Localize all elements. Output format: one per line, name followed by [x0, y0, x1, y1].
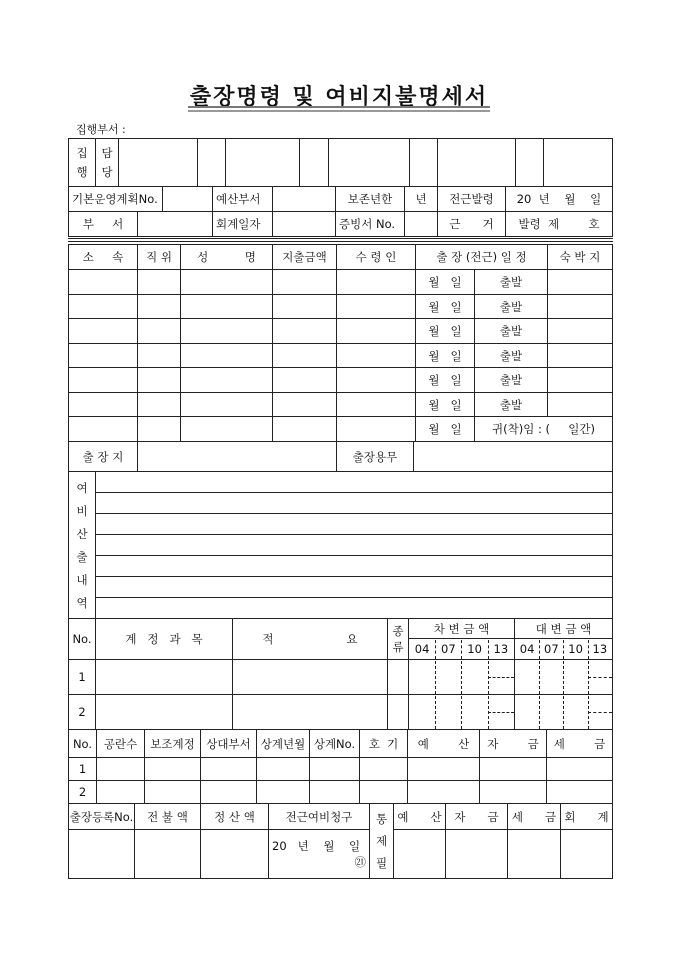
digit-separator: [488, 640, 489, 659]
digit-separator: [539, 696, 540, 729]
label: 전근발령: [437, 186, 506, 212]
trip-place-input[interactable]: [137, 441, 337, 472]
staff-input[interactable]: [68, 392, 138, 417]
bottom-header: 자 금: [445, 803, 508, 830]
label: 년: [404, 186, 438, 212]
input-cell[interactable]: [162, 186, 213, 212]
staff-input[interactable]: [68, 343, 138, 368]
bottom-header: 전 불 액: [134, 803, 201, 830]
schedule-month-day: 월 일: [415, 367, 475, 393]
sub-header: 상대부서: [200, 729, 257, 758]
bottom-header: 출장등록No.: [68, 803, 135, 830]
staff-input[interactable]: [180, 318, 273, 344]
acct-subject-header: 계 정 과 목: [95, 618, 233, 660]
char: 내: [76, 572, 88, 587]
label: 회계일자: [212, 211, 273, 237]
sub-input[interactable]: [96, 780, 145, 804]
sub-input[interactable]: [359, 780, 408, 804]
double-rule: [68, 238, 613, 239]
char: 산: [76, 526, 88, 541]
staff-input[interactable]: [180, 343, 273, 368]
digit-separator: [435, 696, 436, 729]
acct-summary-input[interactable]: [232, 659, 388, 695]
sub-input[interactable]: [309, 780, 360, 804]
cent-separator: [588, 677, 613, 678]
trip-place-label: 출 장 지: [68, 441, 138, 472]
schedule-month-day: 월 일: [415, 343, 475, 368]
input-cell[interactable]: [272, 211, 336, 237]
reg-no-input[interactable]: [68, 829, 135, 879]
digit-label: 04: [414, 642, 430, 656]
lodging-input[interactable]: [547, 318, 613, 344]
title-underline: [188, 106, 490, 112]
signature-box[interactable]: [225, 138, 300, 187]
cent-separator: [588, 712, 613, 713]
digit-separator: [588, 696, 589, 729]
digit-label: 10: [568, 642, 583, 656]
sub-input[interactable]: [479, 780, 547, 804]
expense-line[interactable]: [95, 555, 613, 577]
label: 증빙서 No.: [335, 211, 405, 237]
digit-separator: [435, 640, 436, 659]
digit-separator: [539, 640, 540, 659]
staff-input[interactable]: [272, 318, 337, 344]
bottom-input[interactable]: [393, 829, 446, 879]
acct-summary-input[interactable]: [232, 694, 388, 730]
expense-calc-label: [68, 471, 96, 619]
trip-purpose-input[interactable]: [413, 441, 613, 472]
bottom-header: 세 금: [507, 803, 561, 830]
lodging-input[interactable]: [547, 294, 613, 319]
digit-separator: [563, 696, 564, 729]
sub-row-no: 2: [68, 780, 97, 804]
label: 근 거: [437, 211, 506, 237]
signature-box[interactable]: [543, 138, 613, 187]
staff-input[interactable]: [336, 269, 416, 295]
claim-date-cell: [268, 829, 370, 879]
signature-box[interactable]: [409, 138, 438, 187]
staff-input[interactable]: [137, 367, 181, 393]
lodging-input[interactable]: [547, 269, 613, 295]
bottom-input[interactable]: [560, 829, 613, 879]
sub-header: 보조계정: [144, 729, 201, 758]
signature-box[interactable]: [118, 138, 198, 187]
sub-header: 예 산: [407, 729, 480, 758]
staff-input[interactable]: [336, 416, 416, 442]
sub-header: 공란수: [96, 729, 145, 758]
staff-header: 출 장 (전근) 일 정: [415, 244, 548, 270]
seal-mark: ㉑: [354, 855, 366, 869]
staff-input[interactable]: [137, 343, 181, 368]
staff-input[interactable]: [336, 367, 416, 393]
sub-header: 상계년월: [256, 729, 310, 758]
digit-separator: [461, 661, 462, 694]
input-cell[interactable]: [137, 211, 213, 237]
label: 기본운영계획No.: [68, 186, 163, 212]
digit-separator: [488, 661, 489, 694]
char: 종: [392, 624, 404, 638]
expense-line[interactable]: [95, 471, 613, 493]
staff-header: 성 명: [180, 244, 273, 270]
input-cell[interactable]: [272, 186, 336, 212]
debit-header: 차 변 금 액: [408, 618, 515, 639]
staff-input[interactable]: [272, 392, 337, 417]
char: 류: [392, 640, 404, 654]
staff-input[interactable]: [180, 367, 273, 393]
schedule-depart: 출발: [474, 318, 548, 344]
bottom-input[interactable]: [507, 829, 561, 879]
acct-no-header: No.: [68, 618, 96, 660]
double-rule: [68, 241, 613, 242]
digit-label: 07: [544, 642, 559, 656]
sub-input[interactable]: [546, 780, 613, 804]
sub-input[interactable]: [144, 780, 201, 804]
schedule-return: 귀(착)임 : ( 일간): [474, 416, 613, 442]
staff-input[interactable]: [336, 343, 416, 368]
staff-input[interactable]: [68, 367, 138, 393]
label: 부 서: [68, 211, 138, 237]
staff-input[interactable]: [68, 318, 138, 344]
schedule-depart: 출발: [474, 269, 548, 295]
schedule-depart: 출발: [474, 367, 548, 393]
label: 보존년한: [335, 186, 405, 212]
label: 20 년 월 일: [505, 186, 613, 212]
sub-input[interactable]: [309, 757, 360, 781]
sub-input[interactable]: [256, 780, 310, 804]
cent-separator: [488, 677, 515, 678]
char: 집: [76, 145, 88, 160]
schedule-depart: 출발: [474, 392, 548, 417]
staff-input[interactable]: [137, 416, 181, 442]
staff-input[interactable]: [272, 367, 337, 393]
digit-label: 07: [441, 642, 456, 656]
acct-type-header: [387, 618, 409, 660]
staff-header: 수 령 인: [336, 244, 416, 270]
document-title: 출장명령 및 여비지불명세서: [189, 84, 489, 110]
staff-input[interactable]: [137, 392, 181, 417]
signature-box[interactable]: [515, 138, 544, 187]
sub-input[interactable]: [546, 757, 613, 781]
acct-type-input[interactable]: [387, 659, 409, 695]
expense-line[interactable]: [95, 513, 613, 535]
digit-label: 04: [519, 642, 535, 656]
lodging-input[interactable]: [547, 392, 613, 417]
sub-header: 호 기: [359, 729, 408, 758]
char: 통: [375, 812, 388, 826]
char: 당: [101, 165, 113, 180]
prepaid-input[interactable]: [134, 829, 201, 879]
char: 담: [101, 145, 113, 160]
digit-separator: [588, 640, 589, 659]
staff-input[interactable]: [336, 294, 416, 319]
executing-dept-label: 집행부서 :: [76, 123, 126, 136]
schedule-month-day: 월 일: [415, 294, 475, 319]
staff-input[interactable]: [336, 392, 416, 417]
staff-header: 숙 박 지: [547, 244, 613, 270]
acct-subject-input[interactable]: [95, 694, 233, 730]
expense-line[interactable]: [95, 492, 613, 514]
input-cell[interactable]: [404, 211, 438, 237]
expense-line[interactable]: [95, 597, 613, 619]
digit-separator: [563, 640, 564, 659]
sub-input[interactable]: [144, 757, 201, 781]
sub-input[interactable]: [200, 757, 257, 781]
staff-input[interactable]: [137, 294, 181, 319]
staff-input[interactable]: [180, 294, 273, 319]
staff-input[interactable]: [68, 416, 138, 442]
staff-input[interactable]: [336, 318, 416, 344]
cent-separator: [488, 712, 515, 713]
digit-separator: [539, 661, 540, 694]
digit-separator: [461, 640, 462, 659]
schedule-month-day: 월 일: [415, 416, 475, 442]
label: 예산부서: [212, 186, 273, 212]
expense-line[interactable]: [95, 576, 613, 598]
staff-input[interactable]: [180, 416, 273, 442]
staff-input[interactable]: [137, 269, 181, 295]
lodging-input[interactable]: [547, 367, 613, 393]
signature-box[interactable]: [328, 138, 410, 187]
signature-box[interactable]: [437, 138, 516, 187]
digit-separator: [435, 661, 436, 694]
schedule-month-day: 월 일: [415, 392, 475, 417]
signature-box[interactable]: [299, 138, 329, 187]
char: 비: [76, 503, 88, 518]
digit-separator: [488, 696, 489, 729]
sub-header: 세 금: [546, 729, 613, 758]
trip-purpose-label: 출장용무: [336, 441, 414, 472]
char: 제: [375, 834, 388, 848]
sub-input[interactable]: [479, 757, 547, 781]
sub-header: 상계No.: [309, 729, 360, 758]
bottom-header: 정 산 액: [200, 803, 269, 830]
acct-row-no: 1: [68, 659, 96, 695]
staff-input[interactable]: [68, 269, 138, 295]
claim-date: 20 년 월 일: [272, 839, 361, 853]
schedule-depart: 출발: [474, 343, 548, 368]
bottom-header: 회 계: [560, 803, 613, 830]
acct-type-input[interactable]: [387, 694, 409, 730]
bottom-header: 예 산: [393, 803, 446, 830]
bottom-header: 전근여비청구: [268, 803, 370, 830]
staff-input[interactable]: [272, 416, 337, 442]
sub-input[interactable]: [407, 780, 480, 804]
sub-header: 자 금: [479, 729, 547, 758]
signature-box[interactable]: [197, 138, 226, 187]
credit-header: 대 변 금 액: [514, 618, 613, 639]
staff-input[interactable]: [180, 392, 273, 417]
char: 역: [76, 595, 88, 610]
approval-charge-label: [95, 138, 119, 187]
staff-input[interactable]: [180, 269, 273, 295]
sub-input[interactable]: [359, 757, 408, 781]
acct-row-no: 2: [68, 694, 96, 730]
staff-header: 지출금액: [272, 244, 337, 270]
staff-input[interactable]: [272, 343, 337, 368]
acct-summary-header: 적 요: [232, 618, 388, 660]
char: 출: [76, 549, 88, 564]
sub-row-no: 1: [68, 757, 97, 781]
control-label: [369, 803, 394, 879]
settle-input[interactable]: [200, 829, 269, 879]
staff-header: 소 속: [68, 244, 138, 270]
sub-input[interactable]: [407, 757, 480, 781]
bottom-input[interactable]: [445, 829, 508, 879]
staff-input[interactable]: [68, 294, 138, 319]
sub-input[interactable]: [96, 757, 145, 781]
digit-separator: [461, 696, 462, 729]
lodging-input[interactable]: [547, 343, 613, 368]
digit-separator: [563, 661, 564, 694]
digit-separator: [588, 661, 589, 694]
sub-input[interactable]: [200, 780, 257, 804]
digit-label: 13: [592, 642, 608, 656]
staff-input[interactable]: [272, 294, 337, 319]
schedule-depart: 출발: [474, 294, 548, 319]
approval-exec-label: [68, 138, 96, 187]
char: 행: [76, 165, 88, 180]
schedule-month-day: 월 일: [415, 318, 475, 344]
sub-input[interactable]: [256, 757, 310, 781]
staff-header: 직 위: [137, 244, 181, 270]
sub-header: No.: [68, 729, 97, 758]
label: 발령 제 호: [505, 211, 613, 237]
staff-input[interactable]: [272, 269, 337, 295]
digit-label: 10: [467, 642, 482, 656]
expense-line[interactable]: [95, 534, 613, 556]
schedule-month-day: 월 일: [415, 269, 475, 295]
acct-subject-input[interactable]: [95, 659, 233, 695]
digit-label: 13: [493, 642, 509, 656]
char: 필: [375, 856, 388, 870]
staff-input[interactable]: [137, 318, 181, 344]
char: 여: [76, 480, 88, 495]
